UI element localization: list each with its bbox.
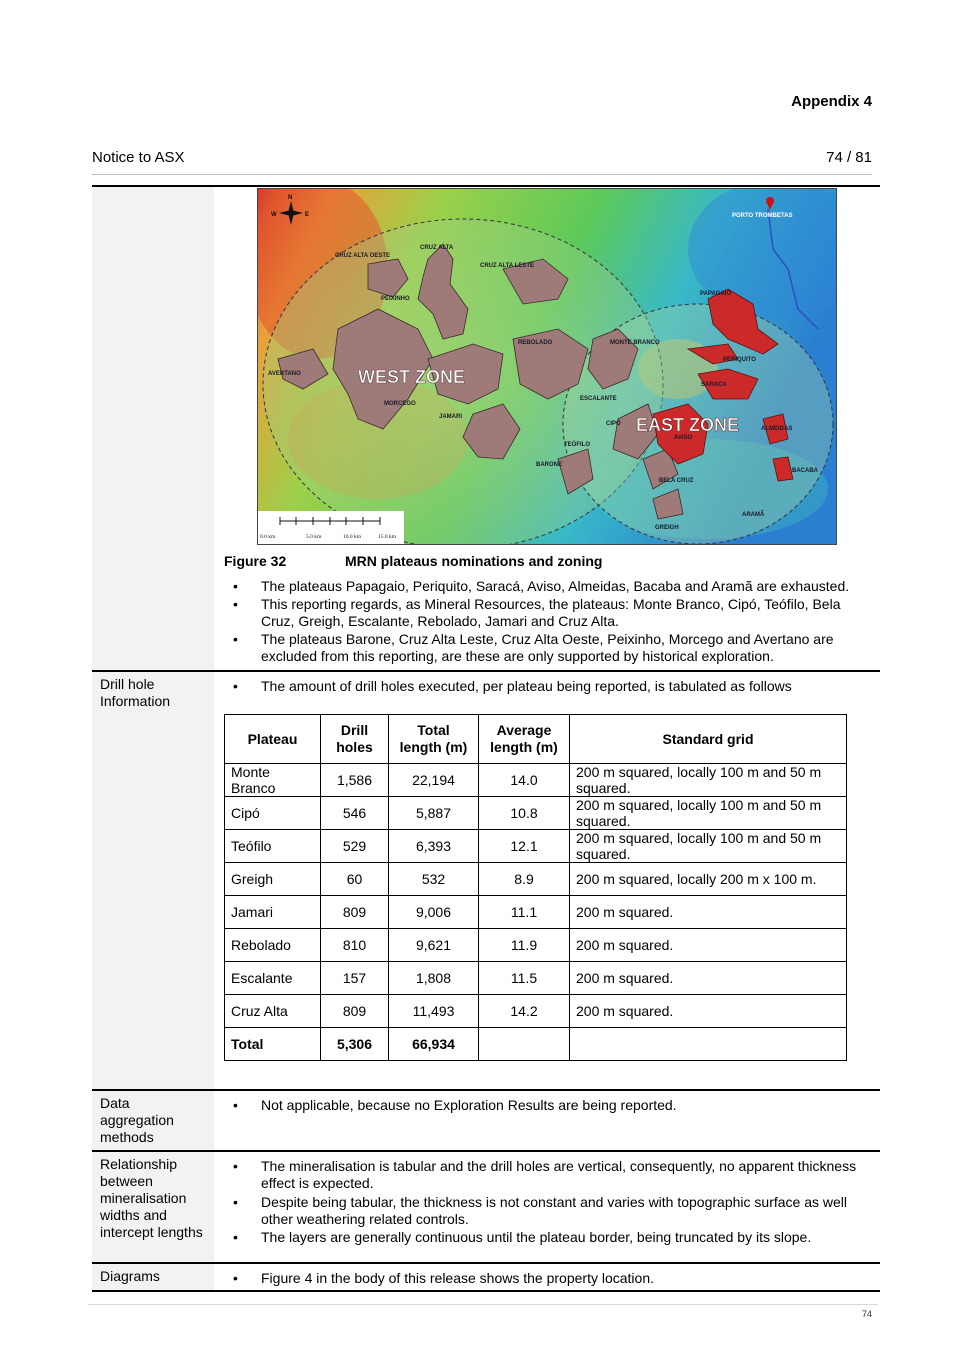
- table-row: [225, 797, 847, 830]
- compass-w: W: [271, 212, 277, 218]
- table-bottom-border: [92, 1290, 880, 1292]
- header-divider: [92, 174, 872, 175]
- row-divider: [92, 1262, 880, 1264]
- table-row: [225, 929, 847, 962]
- col-header: Drill holes: [321, 715, 389, 764]
- table-row: [225, 764, 847, 797]
- scale-5: 5.0 km: [306, 534, 322, 540]
- left-cell-relationship: [92, 1152, 214, 1262]
- bullet-item: • The mineralisation is tabular and the drill holes are vertical, consequently, no apparent thickness effect is expected.: [233, 1158, 872, 1192]
- cell-total: 9,006: [389, 896, 479, 929]
- cell-grid: 200 m squared.: [570, 896, 847, 929]
- cell-holes: 810: [321, 929, 389, 962]
- col-header: Average length (m): [479, 715, 570, 764]
- cell-total: 22,194: [389, 764, 479, 797]
- map-label-aviso: AVISO: [674, 435, 693, 441]
- cell-holes: 809: [321, 995, 389, 1028]
- cell-holes: 809: [321, 896, 389, 929]
- map-label-saraca: SARACA: [701, 382, 727, 388]
- map-label-barone: BARONE: [536, 462, 563, 468]
- col-header: Plateau: [225, 715, 321, 764]
- cell-total-grid: [570, 1028, 847, 1061]
- plateau-map: [257, 188, 837, 545]
- cell-average: 11.9: [479, 929, 570, 962]
- table-row: [225, 896, 847, 929]
- cell-average: 14.2: [479, 995, 570, 1028]
- scale-15: 15.0 km: [378, 534, 397, 540]
- map-label-teofilo: TEÓFILO: [564, 442, 590, 448]
- left-cell-aggregation: [92, 1091, 214, 1150]
- cell-grid: 200 m squared.: [570, 962, 847, 995]
- cell-plateau: Teófilo: [225, 830, 321, 863]
- page-counter: 74 / 81: [826, 149, 872, 166]
- table-row: [225, 995, 847, 1028]
- drill-table: [224, 714, 847, 1061]
- row-divider: [92, 1089, 880, 1091]
- cell-average: 8.9: [479, 863, 570, 896]
- map-label-cruz-alta-leste: CRUZ ALTA LESTE: [480, 263, 534, 269]
- cell-plateau: Jamari: [225, 896, 321, 929]
- map-label-avertano: AVERTANO: [268, 371, 301, 377]
- bullet-text: Not applicable, because no Exploration Results are being reported.: [261, 1097, 677, 1113]
- map-label-escalante: ESCALANTE: [580, 396, 617, 402]
- cell-plateau: Greigh: [225, 863, 321, 896]
- bullet-item: • The plateaus Barone, Cruz Alta Leste, Cruz Alta Oeste, Peixinho, Morcego and Avertano are excluded from this reporting, are these are only supported by historical exploration.: [233, 631, 872, 665]
- cell-grid: 200 m squared, locally 100 m and 50 m squared.: [570, 830, 847, 863]
- figure-number: Figure 32: [224, 553, 287, 569]
- bullet-item: • The layers are generally continuous until the plateau border, being truncated by its slope.: [233, 1229, 872, 1246]
- bullet-text: This reporting regards, as Mineral Resources, the plateaus: Monte Branco, Cipó, Teófilo, Bela Cruz, Greigh, Escalante, Rebolado, Jamari and Cruz Alta.: [261, 596, 841, 629]
- cell-plateau: Rebolado: [225, 929, 321, 962]
- cell-holes: 157: [321, 962, 389, 995]
- map-label-bacaba: BACABA: [792, 468, 818, 474]
- map-label-bela-cruz: BELA CRUZ: [659, 478, 694, 484]
- map-label-cipo: CIPÓ: [606, 421, 621, 427]
- bullet-item: • The amount of drill holes executed, per plateau being reported, is tabulated as follows: [233, 678, 872, 695]
- cell-plateau: Cipó: [225, 797, 321, 830]
- bullet-text: The mineralisation is tabular and the drill holes are vertical, consequently, no apparent thickness effect is expected.: [261, 1158, 857, 1191]
- left-cell-diagrams: [92, 1264, 214, 1290]
- map-label-greigh: GREIGH: [655, 525, 679, 531]
- map-label-west-zone: WEST ZONE: [358, 367, 465, 387]
- bullet-item: • Figure 4 in the body of this release shows the property location.: [233, 1270, 872, 1287]
- cell-total-average: [479, 1028, 570, 1061]
- table-header-row: [225, 715, 847, 764]
- col-header: Total length (m): [389, 715, 479, 764]
- cell-total: 1,808: [389, 962, 479, 995]
- cell-average: 12.1: [479, 830, 570, 863]
- cell-plateau: Escalante: [225, 962, 321, 995]
- table-row: [225, 863, 847, 896]
- cell-average: 14.0: [479, 764, 570, 797]
- relationship-label: Relationship between mineralisation widths and intercept lengths: [100, 1156, 203, 1240]
- footer-page-number: 74: [861, 1309, 872, 1319]
- bullet-text: The layers are generally continuous until the plateau border, being truncated by its slope.: [261, 1229, 812, 1245]
- map-label-porto-trombetas: PORTO TROMBETAS: [732, 213, 793, 219]
- bullet-text: Figure 4 in the body of this release shows the property location.: [261, 1270, 654, 1286]
- cell-total: 5,887: [389, 797, 479, 830]
- map-label-peixinho: PEIXINHO: [381, 296, 410, 302]
- appendix-heading: Appendix 4: [791, 93, 872, 110]
- compass-n: N: [288, 195, 293, 201]
- left-cell-drill: [92, 672, 214, 1089]
- bullet-item: • This reporting regards, as Mineral Resources, the plateaus: Monte Branco, Cipó, Teófilo, Bela Cruz, Greigh, Escalante, Rebolado, Jamari and Cruz Alta.: [233, 596, 872, 630]
- table-row: [225, 962, 847, 995]
- cell-total-holes: 5,306: [321, 1028, 389, 1061]
- notice-title: Notice to ASX: [92, 149, 185, 166]
- map-label-cruz-alta-oeste: CRUZ ALTA OESTE: [335, 253, 390, 259]
- cell-grid: 200 m squared, locally 100 m and 50 m squared.: [570, 764, 847, 797]
- bullet-text: The plateaus Papagaio, Periquito, Saracá, Aviso, Almeidas, Bacaba and Aramã are exhausted.: [261, 578, 850, 594]
- bullet-text: The plateaus Barone, Cruz Alta Leste, Cruz Alta Oeste, Peixinho, Morcego and Avertano are excluded from this reporting, are these are only supported by historical exploration.: [261, 631, 834, 664]
- cell-average: 10.8: [479, 797, 570, 830]
- map-label-periquito: PERIQUITO: [723, 357, 756, 363]
- map-label-arama: ARAMÃ: [742, 512, 765, 518]
- map-label-jamari: JAMARI: [439, 414, 463, 420]
- bullet-item: • Not applicable, because no Exploration Results are being reported.: [233, 1097, 872, 1114]
- cell-grid: 200 m squared, locally 200 m x 100 m.: [570, 863, 847, 896]
- cell-holes: 1,586: [321, 764, 389, 797]
- row-divider: [92, 1150, 880, 1152]
- compass-e: E: [305, 212, 310, 218]
- scale-0: 0.0 km: [260, 534, 276, 540]
- cell-holes: 546: [321, 797, 389, 830]
- cell-plateau: Monte Branco: [225, 764, 321, 797]
- table-top-border: [92, 185, 880, 187]
- bullet-text: The amount of drill holes executed, per plateau being reported, is tabulated as follows: [261, 678, 792, 694]
- bullet-text: Despite being tabular, the thickness is not constant and varies with topographic surface as well other weathering related controls.: [261, 1194, 847, 1227]
- map-label-morcego: MORCEGO: [384, 401, 416, 407]
- cell-grid: 200 m squared.: [570, 929, 847, 962]
- footer-divider: [88, 1304, 878, 1305]
- cell-holes: 529: [321, 830, 389, 863]
- cell-total-length: 66,934: [389, 1028, 479, 1061]
- diagrams-label: Diagrams: [100, 1268, 160, 1284]
- scale-10: 10.0 km: [343, 534, 362, 540]
- map-label-rebolado: REBOLADO: [518, 340, 553, 346]
- col-header: Standard grid: [570, 715, 847, 764]
- drill-label: Drill hole Information: [100, 676, 171, 709]
- cell-total: 9,621: [389, 929, 479, 962]
- table-total-row: [225, 1028, 847, 1061]
- map-label-monte-branco: MONTE BRANCO: [610, 340, 660, 346]
- cell-total: 532: [389, 863, 479, 896]
- aggregation-label: Data aggregation methods: [100, 1095, 174, 1145]
- map-label-almeidas: ALMEIDAS: [761, 426, 793, 432]
- cell-total: 11,493: [389, 995, 479, 1028]
- cell-total: 6,393: [389, 830, 479, 863]
- scale-bar: [258, 511, 404, 545]
- map-label-east-zone: EAST ZONE: [636, 415, 740, 435]
- figure-title: MRN plateaus nominations and zoning: [345, 553, 603, 569]
- left-cell-figure: [92, 186, 214, 670]
- table-row: [225, 830, 847, 863]
- cell-average: 11.5: [479, 962, 570, 995]
- bullet-item: • Despite being tabular, the thickness is not constant and varies with topographic surface as well other weathering related controls.: [233, 1194, 872, 1228]
- map-label-papagaio: PAPAGAIO: [700, 291, 732, 297]
- map-label-cruz-alta: CRUZ ALTA: [420, 245, 454, 251]
- cell-plateau: Cruz Alta: [225, 995, 321, 1028]
- bullet-item: • The plateaus Papagaio, Periquito, Saracá, Aviso, Almeidas, Bacaba and Aramã are exhausted.: [233, 578, 872, 595]
- cell-total-label: Total: [225, 1028, 321, 1061]
- cell-average: 11.1: [479, 896, 570, 929]
- row-divider: [92, 670, 880, 672]
- cell-holes: 60: [321, 863, 389, 896]
- cell-grid: 200 m squared.: [570, 995, 847, 1028]
- cell-grid: 200 m squared, locally 100 m and 50 m squared.: [570, 797, 847, 830]
- figure-caption: [224, 553, 602, 569]
